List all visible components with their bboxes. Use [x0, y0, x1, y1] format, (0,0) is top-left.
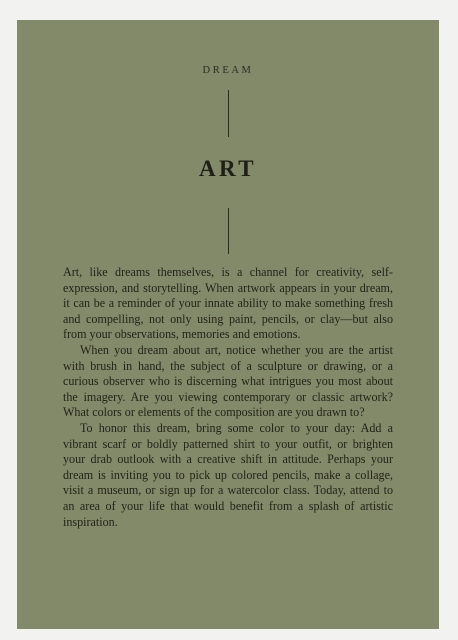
card-category: DREAM [202, 65, 254, 76]
card-body [63, 265, 393, 530]
body-paragraph-2: When you dream about art, notice whether you are the artist with brush in hand, the subject of a sculpture or drawing, or a curious observer who is discerning what intrigues you most about the imagery. Are you viewing contemporary or classic artwork? What colors or elements of the composition are you drawn to? [63, 342, 393, 420]
body-paragraph-1: Art, like dreams themselves, is a channel for creativity, self-expression, and storytelling. When artwork appears in your dream, it can be a reminder of your innate ability to make something fresh and compelling, not only using paint, pencils, or clay—but also from your observations, memories and emotions. [63, 265, 393, 342]
card-title: ART [199, 156, 257, 181]
body-paragraph-3: To honor this dream, bring some color to your day: Add a vibrant scarf or boldly patterned shirt to your outfit, or brighten your drab outlook with a creative shift in attitude. Perhaps your dream is inviting you to pick up colored pencils, make a collage, visit a museum, or sign up for a watercolor class. Today, attend to an area of your life that would benefit from a splash of artistic inspiration. [63, 420, 393, 529]
dream-card [17, 20, 439, 629]
divider-top [228, 90, 229, 137]
divider-bottom [228, 208, 229, 254]
